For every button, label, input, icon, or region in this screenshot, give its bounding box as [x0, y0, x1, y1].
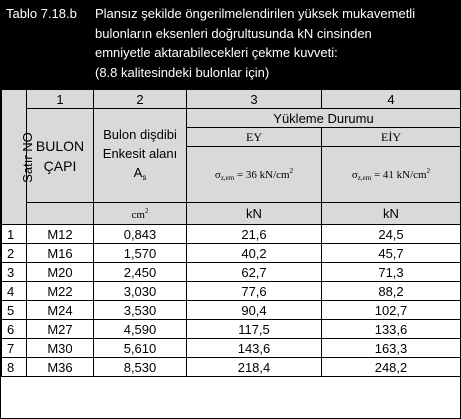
table-description: [95, 4, 457, 82]
ey-formula: $\sigma_{z,em} = 36$ $kN/cm^2$: [187, 147, 322, 203]
bolt-diameter-header: [27, 109, 94, 203]
col-number-3: 3: [187, 90, 322, 109]
eiy-value: 45,7: [322, 244, 461, 263]
row-number: 3: [2, 263, 27, 282]
row-number: 1: [2, 225, 27, 244]
eiy-value: 88,2: [322, 282, 461, 301]
eiy-value: 133,6: [322, 320, 461, 339]
area-value: 5,610: [94, 339, 187, 358]
col-number-2: 2: [94, 90, 187, 109]
eiy-value: 163,3: [322, 339, 461, 358]
col-number-1: 1: [27, 90, 94, 109]
area-header: [94, 109, 187, 203]
eiy-formula: $\sigma_{z,em} = 41$ $kN/cm^2$: [322, 147, 461, 203]
area-value: 3,530: [94, 301, 187, 320]
ey-header: EY: [187, 128, 322, 147]
table-row: [2, 339, 461, 358]
eiy-unit: kN: [322, 203, 461, 225]
caption-line-2: bulonların eksenleri doğrultusunda kN cinsinden: [95, 25, 372, 41]
area-header-line-1: Bulon dişdibi: [103, 126, 177, 142]
table-row: [2, 301, 461, 320]
bolt-diameter-line-1: BULON: [35, 137, 85, 154]
bolt-size: M12: [27, 225, 94, 244]
bolt-diameter-line-2: ÇAPI: [43, 157, 77, 174]
row-number: 5: [2, 301, 27, 320]
area-value: 3,030: [94, 282, 187, 301]
eiy-value: 71,3: [322, 263, 461, 282]
table-row: [2, 320, 461, 339]
caption-line-1: Plansız şekilde öngerilmelendirilen yüksek mukavemetli: [95, 6, 416, 21]
area-header-line-2: Enkesit alanı: [102, 145, 178, 161]
area-value: 2,450: [94, 263, 187, 282]
caption-line-3: emniyetle aktarabilecekleri çekme kuvveti:: [95, 45, 338, 60]
area-value: 0,843: [94, 225, 187, 244]
table-row: [2, 244, 461, 263]
ey-value: 62,7: [187, 263, 322, 282]
bolt-size: M27: [27, 320, 94, 339]
ey-value: 40,2: [187, 244, 322, 263]
ey-value: 117,5: [187, 320, 322, 339]
ey-value: 77,6: [187, 282, 322, 301]
bolt-tension-table: [1, 89, 461, 377]
loading-case-header: Yükleme Durumu: [187, 109, 461, 128]
row-number: 4: [2, 282, 27, 301]
bolt-size: M24: [27, 301, 94, 320]
ey-value: 218,4: [187, 358, 322, 377]
row-number: 2: [2, 244, 27, 263]
eiy-value: 248,2: [322, 358, 461, 377]
table-caption: [1, 1, 460, 89]
bolt-unit-cell: [27, 203, 94, 225]
col-number-4: 4: [322, 90, 461, 109]
eiy-value: 102,7: [322, 301, 461, 320]
table-code: Tablo 7.18.b: [6, 6, 77, 21]
area-value: 4,590: [94, 320, 187, 339]
area-value: 8,530: [94, 358, 187, 377]
ey-value: 90,4: [187, 301, 322, 320]
eiy-value: 24,5: [322, 225, 461, 244]
bolt-size: M16: [27, 244, 94, 263]
table-row: [2, 358, 461, 377]
bolt-size: M36: [27, 358, 94, 377]
bolt-size: M30: [27, 339, 94, 358]
row-number: 7: [2, 339, 27, 358]
bolt-size: M20: [27, 263, 94, 282]
table-row: [2, 282, 461, 301]
caption-line-4: (8.8 kalitesindeki bulonlar için): [95, 64, 270, 80]
ey-value: 21,6: [187, 225, 322, 244]
bolt-size: M22: [27, 282, 94, 301]
table-row: [2, 225, 461, 244]
ey-unit: kN: [187, 203, 322, 225]
ey-value: 143,6: [187, 339, 322, 358]
row-number: 6: [2, 320, 27, 339]
table-row: [2, 263, 461, 282]
area-header-symbol: $A_s$: [133, 164, 147, 182]
row-number-header: [2, 90, 35, 225]
row-number: 8: [2, 358, 27, 377]
eiy-header: EİY: [322, 128, 461, 147]
area-unit: $cm^2$: [94, 203, 187, 225]
area-value: 1,570: [94, 244, 187, 263]
row-number-label: Satır NO: [19, 131, 35, 183]
